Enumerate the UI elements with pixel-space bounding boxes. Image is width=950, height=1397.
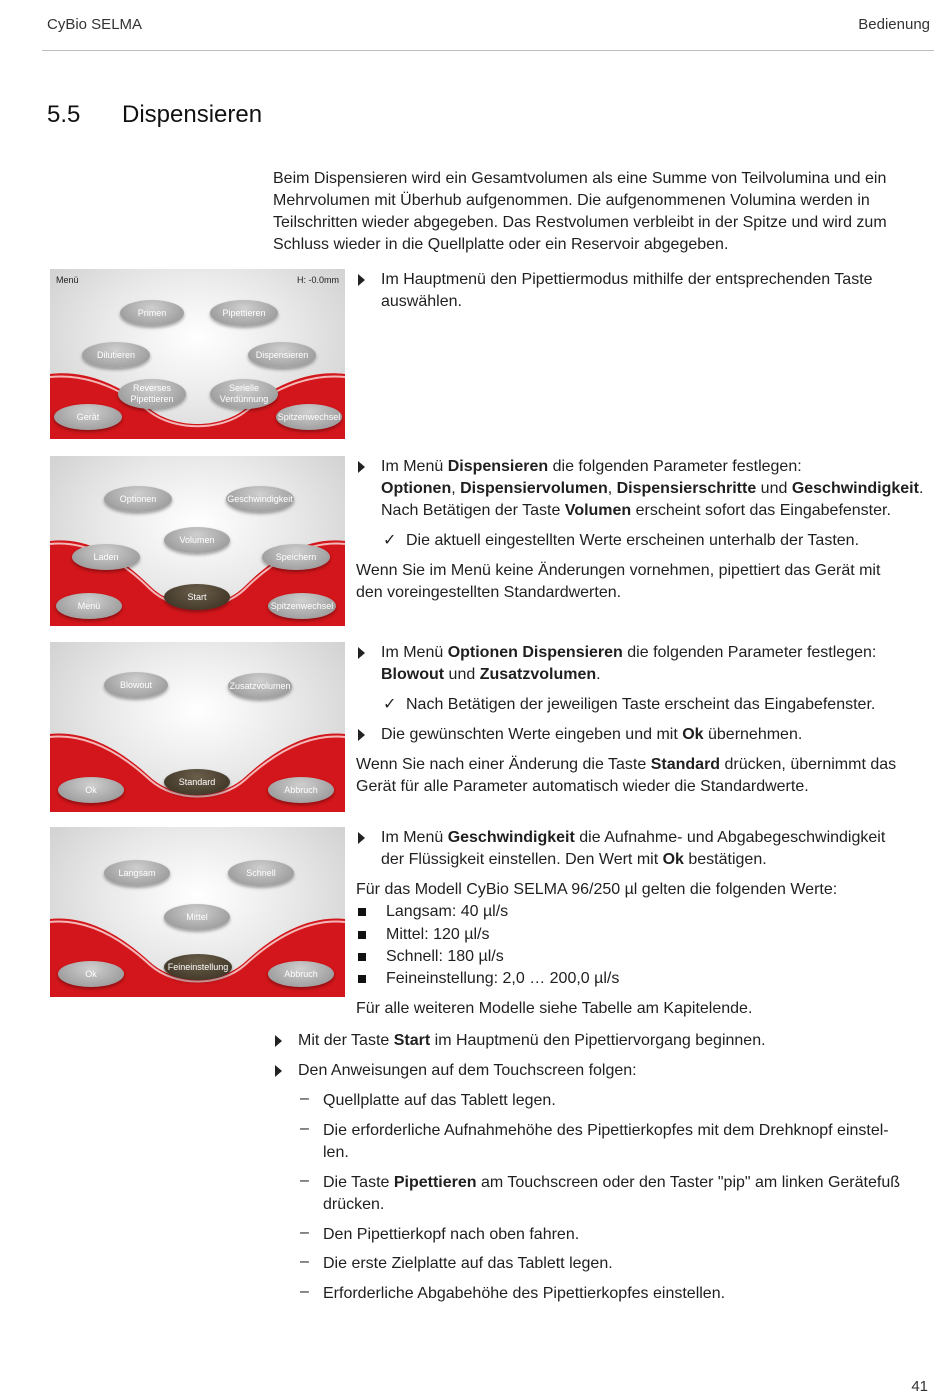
step3-note-2: Gerät für alle Parameter automatisch wieder die Standardwerte. [356, 778, 809, 795]
intro-line-4: Schluss wieder in die Quellplatte oder ein Reservoir abgegeben. [273, 236, 729, 253]
step-arrow-icon [275, 1065, 282, 1077]
screen-speed [50, 827, 345, 997]
abbruch-button[interactable]: Abbruch [268, 961, 334, 987]
step-arrow-icon [358, 274, 365, 286]
dispensieren-button[interactable]: Dispensieren [248, 342, 316, 368]
step4-model-line: Für das Modell CyBio SELMA 96/250 µl gelten die folgenden Werte: [356, 881, 838, 898]
ok-button[interactable]: Ok [58, 961, 124, 987]
mittel-button[interactable]: Mittel [164, 904, 230, 930]
step-arrow-icon [358, 729, 365, 741]
abbruch-button[interactable]: Abbruch [268, 777, 334, 803]
speichern-button[interactable]: Speichern [262, 544, 330, 570]
page-number: 41 [911, 1378, 928, 1395]
substep-2-line-2: len. [323, 1144, 349, 1161]
step2-note-2: den voreingestellten Standardwerten. [356, 584, 622, 601]
substep-3-line-2: drücken. [323, 1196, 385, 1213]
primen-button[interactable]: Primen [120, 300, 184, 326]
check-icon: ✓ [383, 532, 397, 549]
substep-2-line-1: Die erforderliche Aufnahmehöhe des Pipettierkopfes mit dem Drehknopf einstel- [323, 1122, 889, 1139]
ok-button[interactable]: Ok [58, 777, 124, 803]
substep-3-line-1: Die Taste Pipettieren am Touchscreen oder den Taster "pip" am linken Gerätefuß [323, 1174, 900, 1191]
header-chapter: Bedienung [858, 16, 930, 33]
schnell-button[interactable]: Schnell [228, 860, 294, 886]
height-readout: H: -0.0mm [296, 275, 339, 285]
screen-dispense-menu [50, 456, 345, 626]
bullet-square-icon [358, 953, 366, 961]
step3-bullet-2: Die gewünschten Werte eingeben und mit Ok übernehmen. [381, 726, 803, 743]
speed-value-mittel: Mittel: 120 µl/s [386, 926, 490, 943]
section-title: Dispensieren [122, 101, 263, 128]
start-button[interactable]: Start [164, 584, 230, 610]
geschwindigkeit-button[interactable]: Geschwindigkeit [226, 486, 294, 512]
section-number: 5.5 [47, 101, 81, 128]
spitzenwechsel-button[interactable]: Spitzenwechsel [268, 593, 336, 619]
menu-label: Menü [56, 275, 79, 285]
step2-line-3: Nach Betätigen der Taste Volumen erscheint sofort das Eingabefenster. [381, 502, 891, 519]
speed-value-langsam: Langsam: 40 µl/s [386, 903, 509, 920]
intro-line-1: Beim Dispensieren wird ein Gesamtvolumen als eine Summe von Teilvolumina und ein [273, 170, 887, 187]
step2-line-1: Im Menü Dispensieren die folgenden Parameter festlegen: [381, 458, 802, 475]
step2-line-2: Optionen, Dispensiervolumen, Dispensierschritte und Geschwindigkeit. [381, 480, 924, 497]
reverses-pipettieren-button[interactable]: Reverses Pipettieren [118, 379, 186, 409]
dash-icon: – [300, 1253, 309, 1270]
blowout-button[interactable]: Blowout [104, 672, 168, 698]
step-arrow-icon [275, 1035, 282, 1047]
volumen-button[interactable]: Volumen [164, 527, 230, 553]
dash-icon: – [300, 1172, 309, 1189]
step3-note-1: Wenn Sie nach einer Änderung die Taste Standard drücken, übernimmt das [356, 756, 897, 773]
dilutieren-button[interactable]: Dilutieren [82, 342, 150, 368]
step4-line-1: Im Menü Geschwindigkeit die Aufnahme- und Abgabegeschwindigkeit [381, 829, 886, 846]
step5-line: Mit der Taste Start im Hauptmenü den Pipettiervorgang beginnen. [298, 1032, 766, 1049]
laden-button[interactable]: Laden [72, 544, 140, 570]
step2-note-1: Wenn Sie im Menü keine Änderungen vornehmen, pipettiert das Gerät mit [356, 562, 881, 579]
substep-4: Den Pipettierkopf nach oben fahren. [323, 1226, 580, 1243]
substep-5: Die erste Zielplatte auf das Tablett legen. [323, 1255, 613, 1272]
speed-value-feineinstellung: Feineinstellung: 2,0 … 200,0 µl/s [386, 970, 620, 987]
langsam-button[interactable]: Langsam [104, 860, 170, 886]
step-arrow-icon [358, 647, 365, 659]
step6-line: Den Anweisungen auf dem Touchscreen folgen: [298, 1062, 637, 1079]
intro-line-2: Mehrvolumen mit Überhub aufgenommen. Die aufgenommenen Volumina werden in [273, 192, 870, 209]
intro-line-3: Teilschritten wieder abgegeben. Das Restvolumen verbleibt in der Spitze und wird zum [273, 214, 887, 231]
dash-icon: – [300, 1283, 309, 1300]
step-arrow-icon [358, 832, 365, 844]
dash-icon: – [300, 1224, 309, 1241]
step2-result: Die aktuell eingestellten Werte erscheinen unterhalb der Tasten. [406, 532, 860, 549]
geraet-button[interactable]: Gerät [54, 404, 122, 430]
menue-button[interactable]: Menü [56, 593, 122, 619]
dash-icon: – [300, 1120, 309, 1137]
dash-icon: – [300, 1090, 309, 1107]
substep-1: Quellplatte auf das Tablett legen. [323, 1092, 556, 1109]
serielle-verduennung-button[interactable]: Serielle Verdünnung [210, 379, 278, 409]
step4-line-2: der Flüssigkeit einstellen. Den Wert mit Ok bestätigen. [381, 851, 767, 868]
step-arrow-icon [358, 461, 365, 473]
step3-result: Nach Betätigen der jeweiligen Taste erscheint das Eingabefenster. [406, 696, 876, 713]
substep-6: Erforderliche Abgabehöhe des Pipettierkopfes einstellen. [323, 1285, 726, 1302]
step3-line-1: Im Menü Optionen Dispensieren die folgenden Parameter festlegen: [381, 644, 877, 661]
header-divider [42, 50, 934, 51]
check-icon: ✓ [383, 696, 397, 713]
optionen-button[interactable]: Optionen [104, 486, 172, 512]
bullet-square-icon [358, 975, 366, 983]
step4-more-models: Für alle weiteren Modelle siehe Tabelle am Kapitelende. [356, 1000, 753, 1017]
screen-main-menu [50, 269, 345, 439]
spitzenwechsel-button[interactable]: Spitzenwechsel [276, 404, 342, 430]
bullet-square-icon [358, 931, 366, 939]
speed-value-schnell: Schnell: 180 µl/s [386, 948, 504, 965]
zusatzvolumen-button[interactable]: Zusatzvolumen [228, 673, 292, 699]
screen-options-dispense [50, 642, 345, 812]
pipettieren-button[interactable]: Pipettieren [210, 300, 278, 326]
step1-line-2: auswählen. [381, 293, 462, 310]
feineinstellung-button[interactable]: Feineinstellung [164, 954, 232, 980]
standard-button[interactable]: Standard [164, 769, 230, 795]
header-product: CyBio SELMA [47, 16, 143, 33]
step1-line-1: Im Hauptmenü den Pipettiermodus mithilfe der entsprechenden Taste [381, 271, 873, 288]
bullet-square-icon [358, 908, 366, 916]
step3-line-2: Blowout und Zusatzvolumen. [381, 666, 601, 683]
